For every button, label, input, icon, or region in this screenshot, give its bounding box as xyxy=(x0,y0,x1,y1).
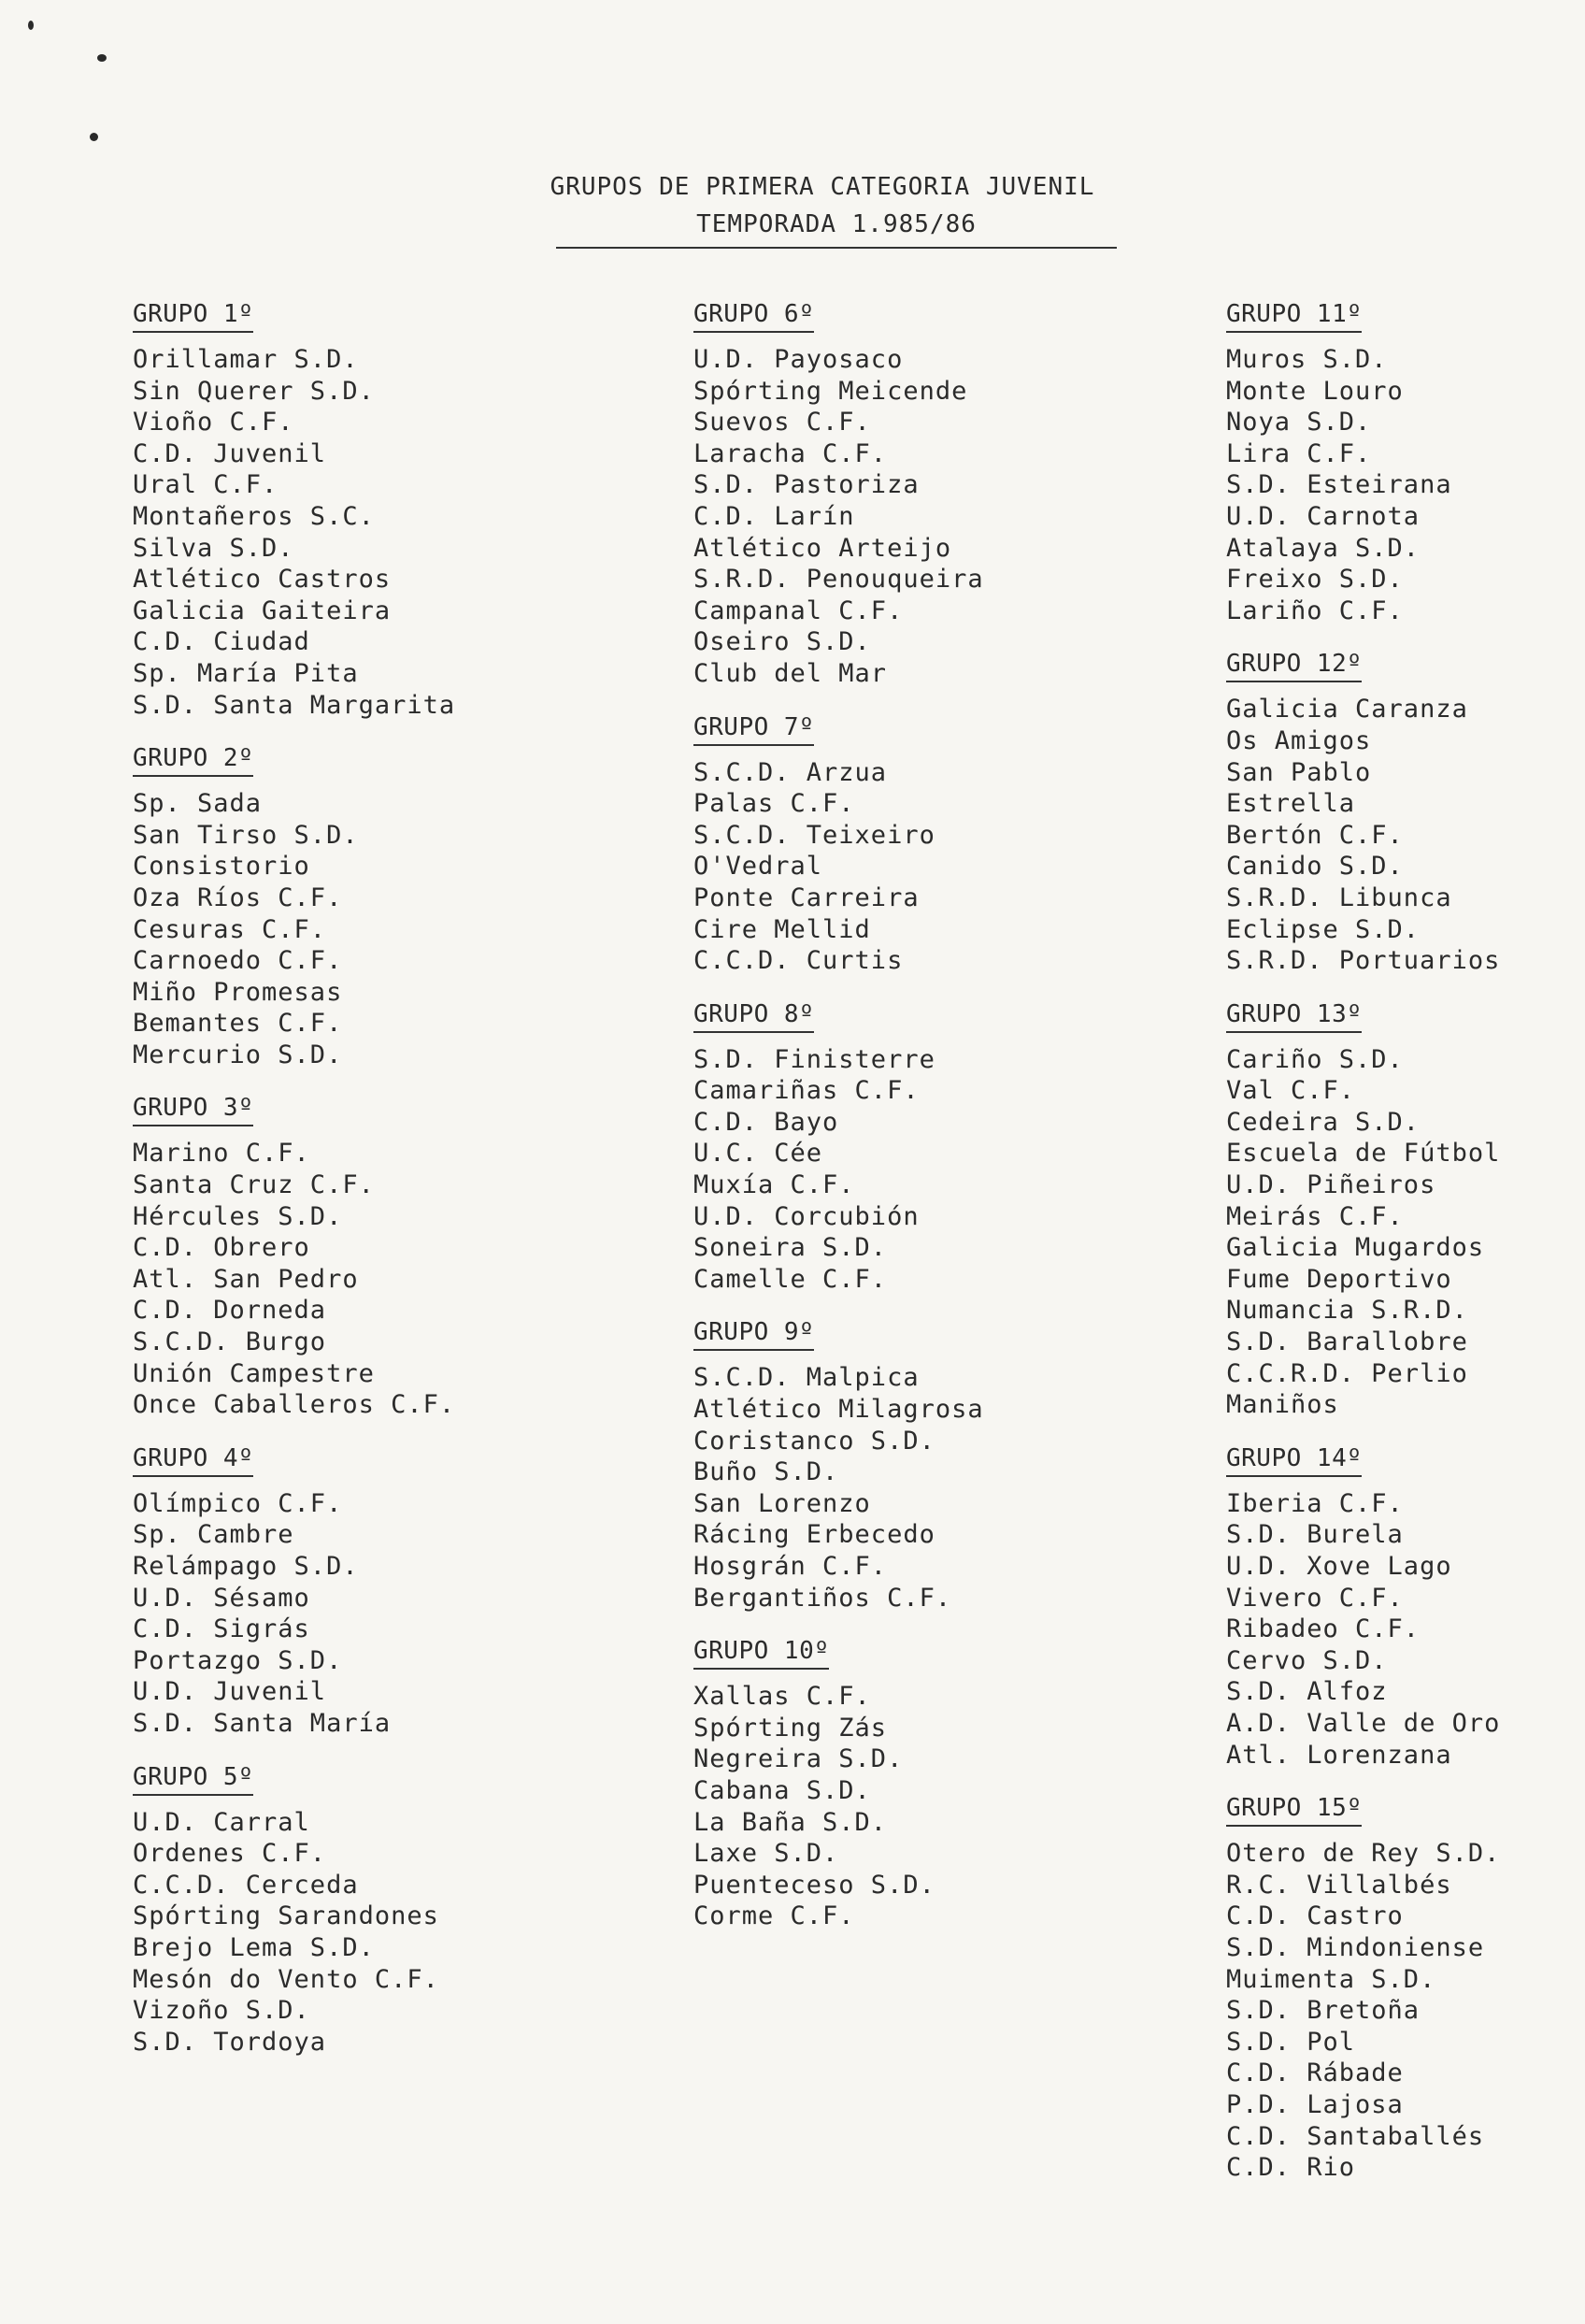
team-name: Muxía C.F. xyxy=(693,1170,855,1200)
team-name: Corme C.F. xyxy=(693,1901,855,1931)
team-name: Maniños xyxy=(1226,1390,1339,1420)
group-heading: GRUPO 5º xyxy=(133,1760,253,1796)
team-name: S.R.D. Penouqueira xyxy=(693,565,984,595)
team-name: Olímpico C.F. xyxy=(133,1488,343,1518)
group-heading: GRUPO 2º xyxy=(133,741,253,777)
team-name: S.C.D. Malpica xyxy=(693,1363,920,1393)
team-name: Numancia S.R.D. xyxy=(1226,1296,1468,1326)
team-name: C.D. Rábade xyxy=(1226,2059,1404,2088)
team-name: S.D. Santa María xyxy=(133,1708,392,1738)
team-name: Relámpago S.D. xyxy=(133,1552,359,1581)
group-block xyxy=(133,297,619,721)
team-name: Suevos C.F. xyxy=(693,408,871,438)
team-name: Unión Campestre xyxy=(133,1358,375,1388)
team-name: Escuela de Fútbol xyxy=(1226,1139,1501,1169)
team-name: Camariñas C.F. xyxy=(693,1076,920,1106)
team-name: S.D. Alfoz xyxy=(1226,1677,1388,1707)
group-heading: GRUPO 4º xyxy=(133,1442,253,1477)
team-name: C.D. Larín xyxy=(693,501,855,531)
team-name: Galicia Mugardos xyxy=(1226,1233,1485,1263)
team-name: Meirás C.F. xyxy=(1226,1201,1404,1231)
team-name: S.D. Barallobre xyxy=(1226,1327,1468,1357)
team-name: Vivero C.F. xyxy=(1226,1583,1404,1613)
group-block xyxy=(693,297,1179,690)
team-name: R.C. Villalbés xyxy=(1226,1870,1452,1900)
team-name: C.C.D. Cerceda xyxy=(133,1870,359,1900)
group-block xyxy=(1226,1442,1585,1771)
group-heading: GRUPO 14º xyxy=(1226,1442,1362,1477)
team-name: Iberia C.F. xyxy=(1226,1488,1404,1518)
team-name: Val C.F. xyxy=(1226,1076,1356,1106)
team-name: Ordenes C.F. xyxy=(133,1839,327,1869)
team-name: Campanal C.F. xyxy=(693,595,904,625)
team-name: Montañeros S.C. xyxy=(133,501,375,531)
document-header xyxy=(523,168,1121,249)
team-name: Camelle C.F. xyxy=(693,1264,888,1294)
team-name: Os Amigos xyxy=(1226,725,1372,755)
group-heading: GRUPO 6º xyxy=(693,297,814,333)
document-season: TEMPORADA 1.985/86 xyxy=(556,206,1117,249)
team-name: Freixo S.D. xyxy=(1226,565,1404,595)
group-block xyxy=(693,997,1179,1296)
team-name: S.D. Pol xyxy=(1226,2027,1356,2057)
team-name: Sin Querer S.D. xyxy=(133,376,375,406)
ink-mark xyxy=(28,21,34,30)
team-name: S.D. Pastoriza xyxy=(693,470,920,500)
team-name: Miño Promesas xyxy=(133,977,343,1007)
group-block xyxy=(1226,647,1585,976)
group-heading: GRUPO 3º xyxy=(133,1091,253,1126)
team-name: U.D. Corcubión xyxy=(693,1201,920,1231)
group-heading: GRUPO 13º xyxy=(1226,997,1362,1033)
group-block xyxy=(1226,297,1585,626)
team-name: Laracha C.F. xyxy=(693,438,888,468)
team-name: Palas C.F. xyxy=(693,789,855,819)
team-name: Puenteceso S.D. xyxy=(693,1870,935,1900)
group-block xyxy=(133,741,619,1070)
team-name: Atlético Milagrosa xyxy=(693,1395,984,1425)
document-title: GRUPOS DE PRIMERA CATEGORIA JUVENIL xyxy=(550,173,1095,201)
team-name: Atl. Lorenzana xyxy=(1226,1740,1452,1770)
team-name: C.D. Obrero xyxy=(133,1233,310,1263)
group-block xyxy=(133,1760,619,2059)
team-name: C.D. Bayo xyxy=(693,1107,839,1137)
group-heading: GRUPO 9º xyxy=(693,1315,814,1351)
team-name: Club del Mar xyxy=(693,658,888,688)
team-name: Brejo Lema S.D. xyxy=(133,1932,375,1962)
team-name: Bemantes C.F. xyxy=(133,1009,343,1039)
team-name: S.D. Mindoniense xyxy=(1226,1932,1485,1962)
team-name: Santa Cruz C.F. xyxy=(133,1170,375,1200)
ink-mark xyxy=(90,133,98,141)
team-name: Spórting Sarandones xyxy=(133,1901,439,1931)
team-name: Vizoño S.D. xyxy=(133,1996,310,2026)
group-block xyxy=(693,1634,1179,1932)
team-name: Rácing Erbecedo xyxy=(693,1520,935,1550)
column-2 xyxy=(693,297,1179,1953)
team-name: S.D. Tordoya xyxy=(133,2027,327,2057)
team-name: S.D. Santa Margarita xyxy=(133,690,456,720)
team-name: Mercurio S.D. xyxy=(133,1040,343,1069)
group-heading: GRUPO 1º xyxy=(133,297,253,333)
team-name: S.D. Finisterre xyxy=(693,1044,935,1074)
group-heading: GRUPO 10º xyxy=(693,1634,829,1670)
team-name: U.C. Cée xyxy=(693,1139,823,1169)
group-heading: GRUPO 8º xyxy=(693,997,814,1033)
team-name: Negreira S.D. xyxy=(693,1744,904,1774)
group-heading: GRUPO 15º xyxy=(1226,1791,1362,1827)
team-name: Hércules S.D. xyxy=(133,1201,343,1231)
team-name: Fume Deportivo xyxy=(1226,1264,1452,1294)
team-name: C.C.R.D. Perlio xyxy=(1226,1358,1468,1388)
team-name: U.D. Carral xyxy=(133,1807,310,1837)
team-name: Muros S.D. xyxy=(1226,345,1388,374)
team-name: Monte Louro xyxy=(1226,376,1404,406)
team-name: U.D. Xove Lago xyxy=(1226,1552,1452,1581)
team-name: Atl. San Pedro xyxy=(133,1264,359,1294)
team-name: Galicia Caranza xyxy=(1226,695,1468,724)
team-name: Estrella xyxy=(1226,789,1356,819)
team-name: Cariño S.D. xyxy=(1226,1044,1404,1074)
group-block xyxy=(693,1315,1179,1614)
group-heading: GRUPO 12º xyxy=(1226,647,1362,682)
team-name: Otero de Rey S.D. xyxy=(1226,1839,1501,1869)
team-name: Sp. Cambre xyxy=(133,1520,294,1550)
team-name: Buño S.D. xyxy=(693,1457,839,1487)
team-name: Hosgrán C.F. xyxy=(693,1552,888,1581)
team-name: C.D. Castro xyxy=(1226,1901,1404,1931)
team-name: Xallas C.F. xyxy=(693,1682,871,1712)
team-name: Silva S.D. xyxy=(133,533,294,563)
team-name: C.D. Santaballés xyxy=(1226,2121,1485,2151)
team-name: Spórting Meicende xyxy=(693,376,968,406)
team-name: Eclipse S.D. xyxy=(1226,914,1421,944)
team-name: Lira C.F. xyxy=(1226,438,1372,468)
team-name: C.C.D. Curtis xyxy=(693,946,904,976)
team-name: Sp. Sada xyxy=(133,789,263,819)
group-block xyxy=(1226,1791,1585,2184)
team-name: S.D. Bretoña xyxy=(1226,1996,1421,2026)
team-name: Oza Ríos C.F. xyxy=(133,882,343,912)
team-name: Spórting Zás xyxy=(693,1713,888,1743)
team-name: Vioño C.F. xyxy=(133,408,294,438)
team-name: Galicia Gaiteira xyxy=(133,595,392,625)
team-name: Cedeira S.D. xyxy=(1226,1107,1421,1137)
team-name: Sp. María Pita xyxy=(133,658,359,688)
team-name: A.D. Valle de Oro xyxy=(1226,1708,1501,1738)
column-1 xyxy=(133,297,619,2078)
group-block xyxy=(133,1091,619,1420)
team-name: C.D. Sigrás xyxy=(133,1614,310,1644)
team-name: U.D. Sésamo xyxy=(133,1583,310,1613)
team-name: Lariño C.F. xyxy=(1226,595,1404,625)
team-name: U.D. Piñeiros xyxy=(1226,1170,1436,1200)
group-block xyxy=(133,1442,619,1740)
team-name: S.R.D. Libunca xyxy=(1226,882,1452,912)
team-name: La Baña S.D. xyxy=(693,1807,888,1837)
group-heading: GRUPO 11º xyxy=(1226,297,1362,333)
team-name: S.C.D. Burgo xyxy=(133,1327,327,1357)
team-name: Soneira S.D. xyxy=(693,1233,888,1263)
team-name: Oseiro S.D. xyxy=(693,627,871,657)
team-name: U.D. Carnota xyxy=(1226,501,1421,531)
team-name: C.D. Dorneda xyxy=(133,1296,327,1326)
team-name: San Lorenzo xyxy=(693,1488,871,1518)
team-name: Atalaya S.D. xyxy=(1226,533,1421,563)
team-name: Atlético Arteijo xyxy=(693,533,952,563)
team-name: Muimenta S.D. xyxy=(1226,1964,1436,1994)
team-name: Cervo S.D. xyxy=(1226,1645,1388,1675)
team-name: Cire Mellid xyxy=(693,914,871,944)
team-name: S.C.D. Teixeiro xyxy=(693,820,935,850)
team-name: Once Caballeros C.F. xyxy=(133,1390,456,1420)
team-name: S.C.D. Arzua xyxy=(693,757,888,787)
team-name: Bergantiños C.F. xyxy=(693,1583,952,1613)
team-name: O'Vedral xyxy=(693,852,823,882)
team-name: C.D. Rio xyxy=(1226,2153,1356,2183)
group-block xyxy=(1226,997,1585,1421)
team-name: Noya S.D. xyxy=(1226,408,1372,438)
team-name: San Pablo xyxy=(1226,757,1372,787)
team-name: Portazgo S.D. xyxy=(133,1645,343,1675)
team-name: Cabana S.D. xyxy=(693,1775,871,1805)
team-name: S.D. Esteirana xyxy=(1226,470,1452,500)
team-name: Cesuras C.F. xyxy=(133,914,327,944)
ink-mark xyxy=(97,54,107,62)
team-name: C.D. Juvenil xyxy=(133,438,327,468)
team-name: Carnoedo C.F. xyxy=(133,946,343,976)
team-name: Ponte Carreira xyxy=(693,882,920,912)
team-name: Consistorio xyxy=(133,852,310,882)
group-heading: GRUPO 7º xyxy=(693,710,814,746)
team-name: Laxe S.D. xyxy=(693,1839,839,1869)
team-name: P.D. Lajosa xyxy=(1226,2089,1404,2119)
team-name: Atlético Castros xyxy=(133,565,392,595)
team-name: C.D. Ciudad xyxy=(133,627,310,657)
team-name: Orillamar S.D. xyxy=(133,345,359,374)
team-name: S.R.D. Portuarios xyxy=(1226,946,1501,976)
team-name: Canido S.D. xyxy=(1226,852,1404,882)
team-name: Bertón C.F. xyxy=(1226,820,1404,850)
team-name: U.D. Payosaco xyxy=(693,345,904,374)
team-name: Mesón do Vento C.F. xyxy=(133,1964,439,1994)
group-block xyxy=(693,710,1179,977)
team-name: U.D. Juvenil xyxy=(133,1677,327,1707)
team-name: S.D. Burela xyxy=(1226,1520,1404,1550)
team-name: San Tirso S.D. xyxy=(133,820,359,850)
team-name: Ural C.F. xyxy=(133,470,278,500)
team-name: Ribadeo C.F. xyxy=(1226,1614,1421,1644)
team-name: Marino C.F. xyxy=(133,1139,310,1169)
column-3 xyxy=(1226,297,1585,2204)
team-name: Coristanco S.D. xyxy=(693,1426,935,1456)
